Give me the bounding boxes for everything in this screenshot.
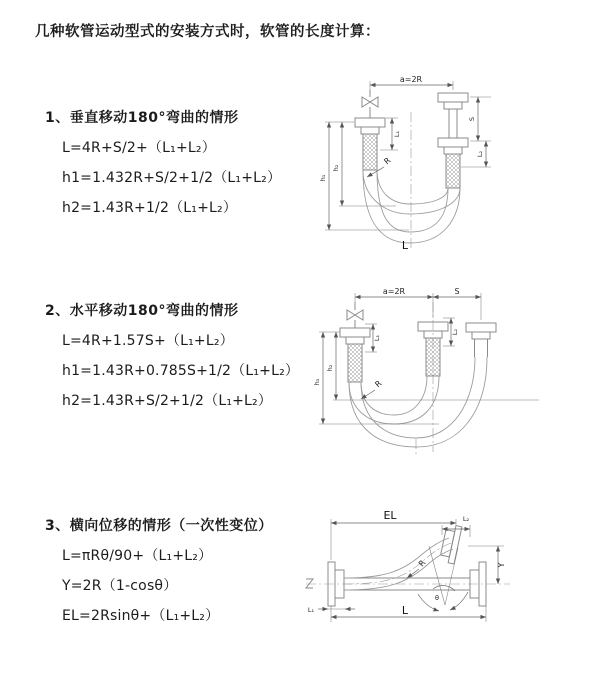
hose-u-arcs: [349, 357, 487, 447]
valve-icon: [347, 302, 363, 328]
dimension-l1: [308, 606, 355, 614]
left-hose-fitting: [355, 118, 385, 170]
dimension-a-2r: [355, 287, 481, 320]
diagram-vertical-180-bend: [300, 70, 592, 260]
formula-line: h2=1.43R+S/2+1/2（L₁+L₂）: [62, 393, 273, 409]
centerline: [416, 302, 433, 454]
formula-line: L=4R+1.57S+（L₁+L₂）: [62, 333, 234, 349]
dimension-l: [331, 604, 486, 622]
dim-label-r: R: [373, 378, 384, 390]
dimension-a-2r: [370, 75, 453, 93]
centerline-break-mark: [306, 579, 313, 588]
dim-label-l2: L₂: [451, 328, 459, 336]
section-1-heading: 1、垂直移动180°弯曲的情形: [45, 110, 239, 126]
dim-label-l2: L₂: [476, 150, 484, 158]
dim-label-y: Y: [497, 562, 506, 568]
dim-label-l1: L₁: [373, 334, 381, 342]
diagram-lateral-displacement: [298, 508, 598, 658]
formula-line: h1=1.43R+0.785S+1/2（L₁+L₂）: [62, 363, 300, 379]
dim-label-h2: h₂: [326, 364, 334, 372]
middle-hose-fitting: [418, 322, 448, 376]
dim-label-L: L: [401, 604, 409, 617]
dim-label-r: R: [382, 155, 393, 167]
formula-line: h1=1.432R+S/2+1/2（L₁+L₂）: [62, 170, 282, 186]
dim-label-l2: L₂: [462, 515, 470, 523]
dim-label-theta: θ: [435, 594, 439, 602]
radius-callout: [407, 558, 428, 578]
section-3-heading: 3、横向位移的情形（一次性变位）: [45, 518, 273, 534]
dim-label-a2r: a=2R: [399, 75, 423, 84]
dimension-el: [331, 509, 456, 560]
page-title: 几种软管运动型式的安装方式时，软管的长度计算：: [35, 24, 380, 40]
upper-flange-displaced: [439, 524, 462, 564]
dim-label-s: S: [468, 116, 476, 122]
dim-label-h2: h₂: [332, 164, 340, 172]
dimension-l2: [461, 141, 491, 167]
section-2-heading: 2、水平移动180°弯曲的情形: [45, 303, 239, 319]
radius-callout: [361, 379, 384, 399]
section-3: [45, 511, 273, 631]
dim-label-el: EL: [383, 509, 397, 522]
dimension-l1: [380, 118, 401, 150]
dimension-y: [468, 546, 506, 584]
formula-line: Y=2R（1-cosθ）: [62, 578, 178, 594]
formula-line: EL=2Rsinθ+（L₁+L₂）: [62, 608, 220, 624]
formula-line: L=πRθ/90+（L₁+L₂）: [62, 548, 213, 564]
formula-line: h2=1.43R+1/2（L₁+L₂）: [62, 200, 238, 216]
section-1: [45, 103, 281, 223]
hose-u-arcs: [363, 170, 460, 243]
section-2: [45, 296, 299, 416]
dim-label-a2r: a=2R: [382, 287, 406, 296]
dim-label-h1: h₁: [313, 378, 321, 386]
dimension-h1: [313, 332, 439, 424]
moved-position-fitting: [466, 323, 496, 357]
diagram-horizontal-180-bend: [303, 282, 595, 472]
valve-icon: [362, 90, 378, 118]
left-hose-fitting: [340, 328, 370, 382]
dim-label-s: S: [454, 287, 460, 296]
dim-label-l1: L₁: [307, 606, 315, 614]
dim-label-L: L: [401, 239, 409, 252]
dimension-s: [468, 97, 491, 141]
right-pipe-fittings: [438, 93, 468, 188]
dim-label-l1: L₁: [393, 130, 401, 138]
dim-label-r: R: [416, 558, 428, 569]
formula-line: L=4R+S/2+（L₁+L₂）: [62, 140, 216, 156]
hose-s-curve: [344, 538, 453, 590]
dim-label-h1: h₁: [319, 174, 327, 182]
dimension-s-top: [433, 287, 481, 297]
